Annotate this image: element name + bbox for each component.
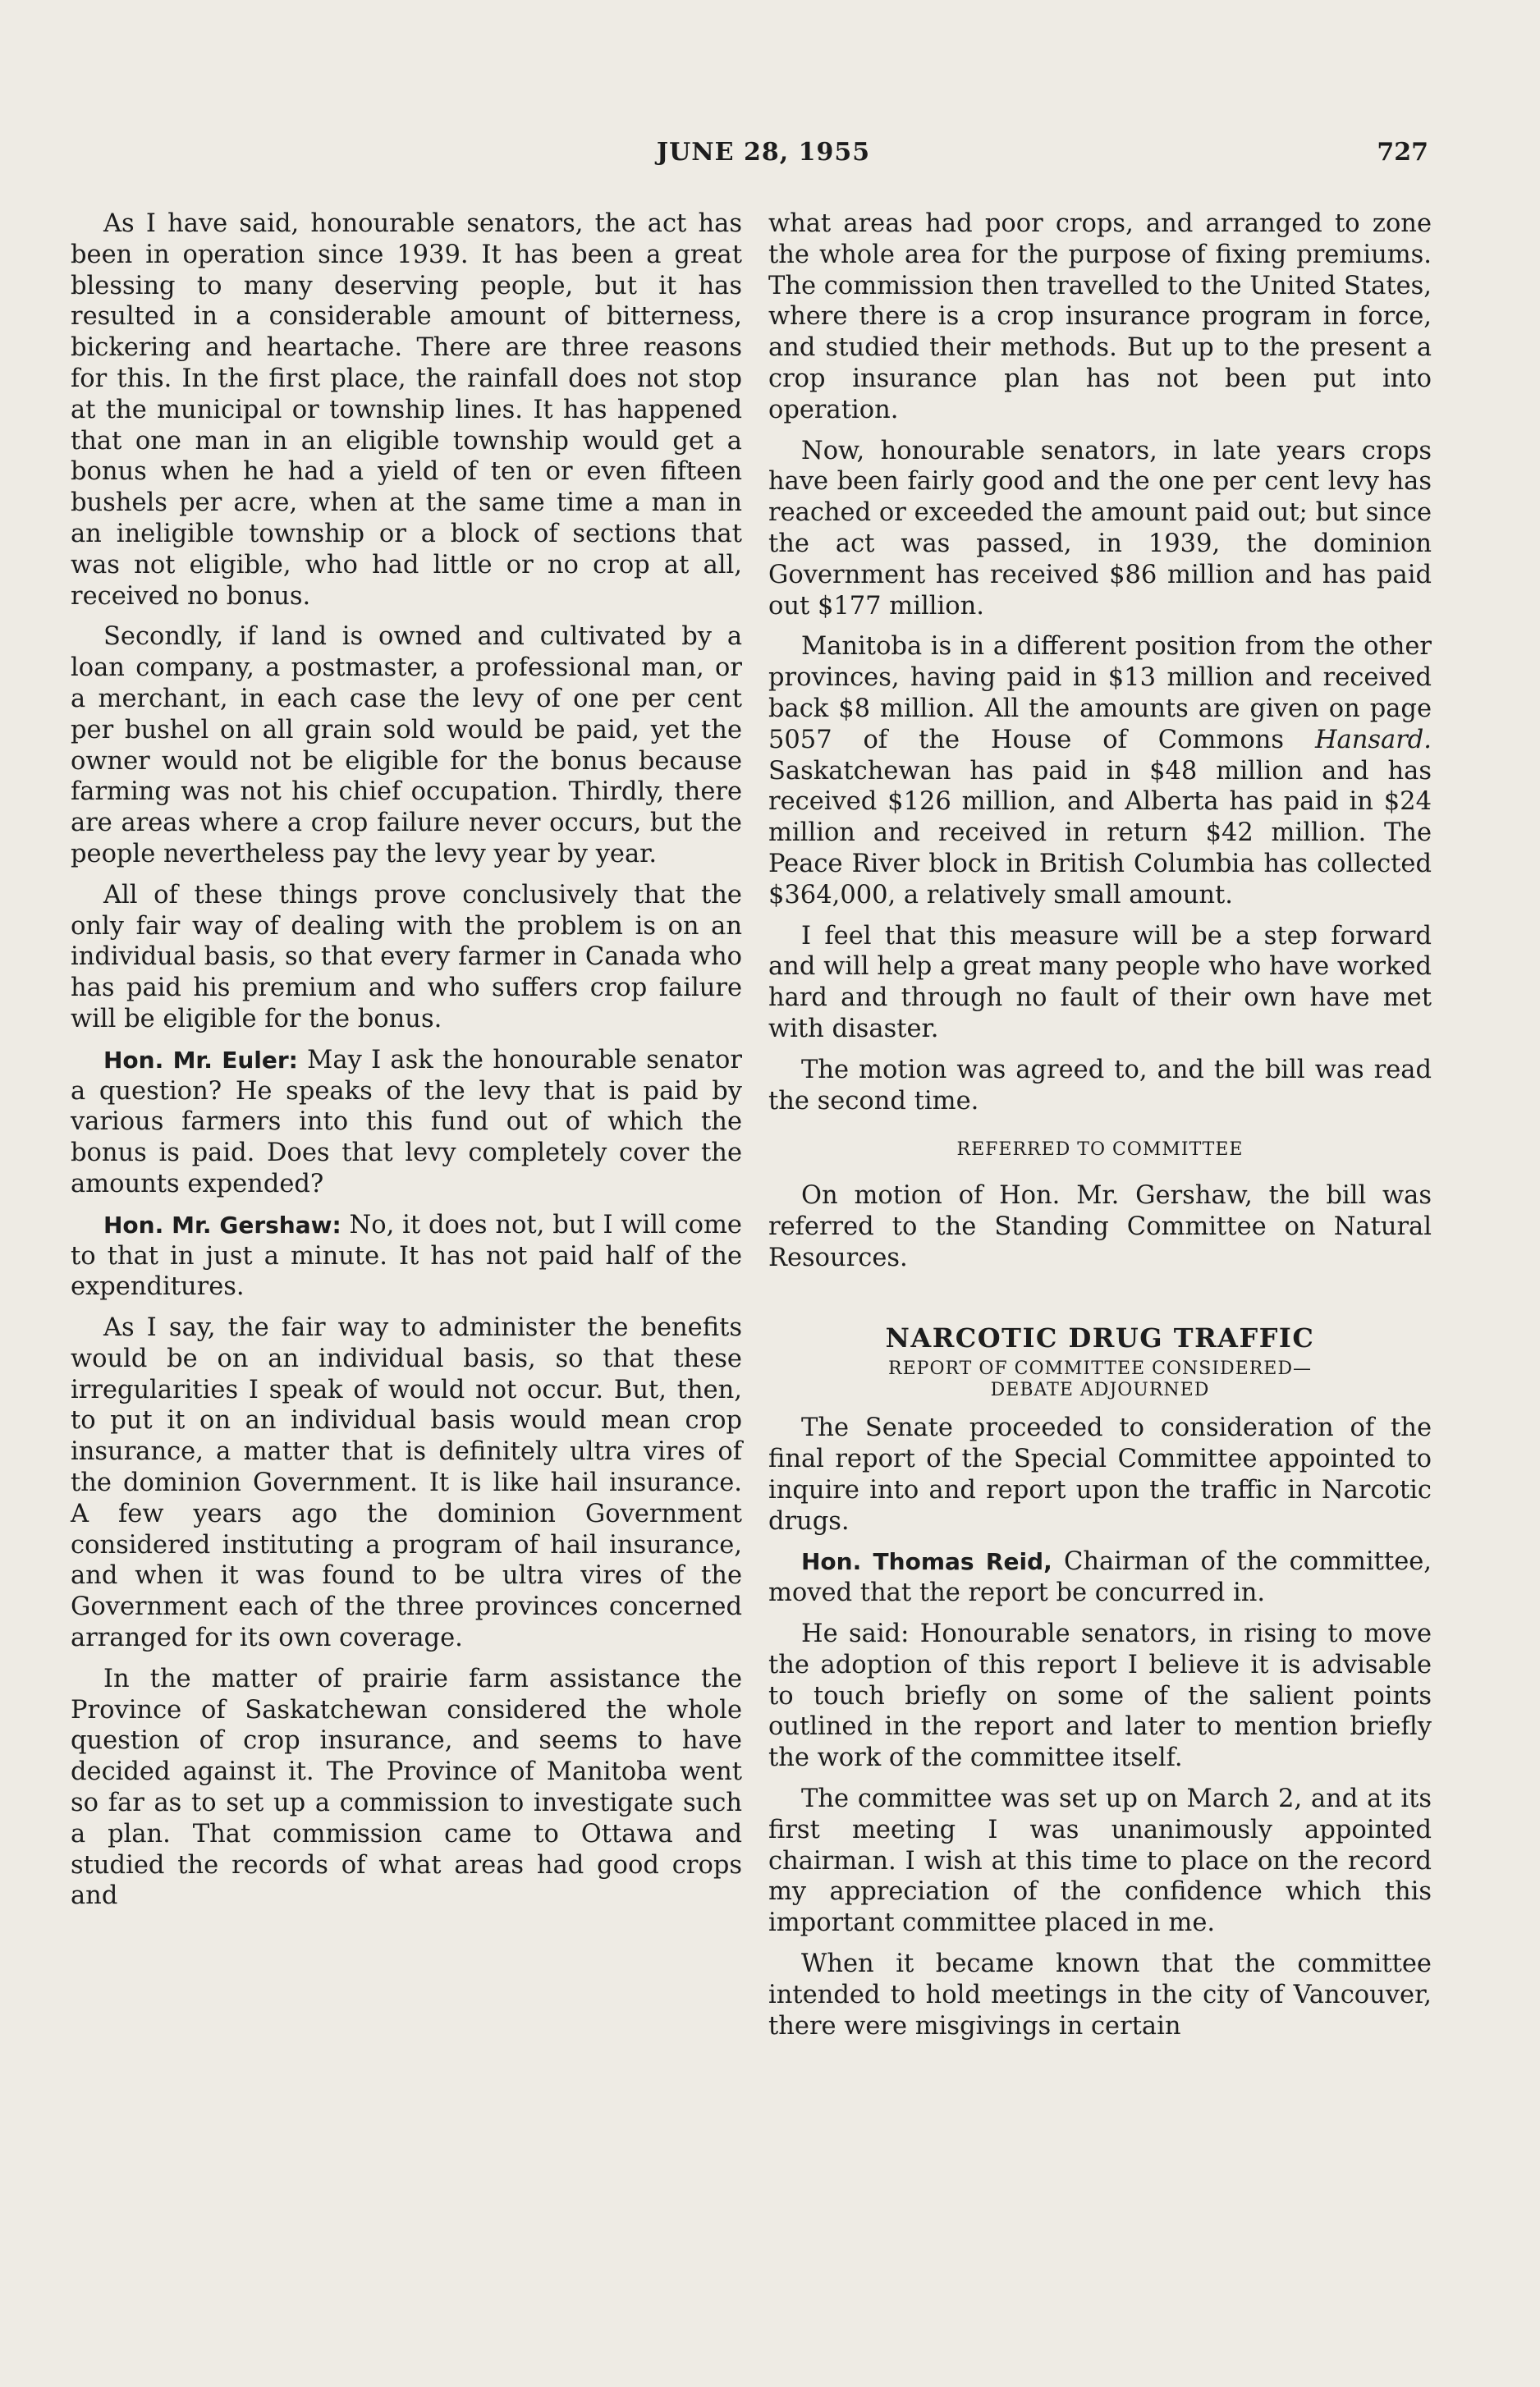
speaker-paragraph (71, 1045, 742, 1200)
paragraph: The committee was set up on March 2, and at its first meeting I was unanimously appointed chairman. I wish at this time to place on the record my appreciation of the confidence which this important committee placed in me. (768, 1785, 1432, 1938)
speech-text: Chairman of the committee, moved that the report be concurred in. (768, 1547, 1432, 1608)
section-heading: REFERRED TO COMMITTEE (956, 1139, 1244, 1161)
page-header (99, 138, 1428, 179)
paragraph: Secondly, if land is owned and cultivated by a loan company, a postmaster, a professional man, or a merchant, in each case the levy of one per cent per bushel on all grain sold would be paid, yet the owner would not be eligible for the bonus because farming was not his chief occupation. Thirdly, there are areas where a crop failure never occurs, but the people nevertheless pay the levy year by year. (71, 622, 742, 868)
sub-heading-line: DEBATE ADJOURNED (990, 1380, 1210, 1401)
main-heading: NARCOTIC DRUG TRAFFIC (885, 1322, 1315, 1354)
sub-heading (768, 1358, 1432, 1401)
paragraph: As I say, the fair way to administer the benefits would be on an individual basis, so that these irregularities I speak of would not occur. But, then, to put it on an individual basis would mean crop insurance, a matter that is definitely ultra vires of the dominion Government. It is like hail insurance. A few years ago the dominion Government considered instituting a program of hail insurance, and when it was found to be ultra vires of the Government each of the three provinces concerned arranged for its own coverage. (71, 1313, 742, 1653)
paragraph: In the matter of prairie farm assistance the Province of Saskatchewan considered the whole question of crop insurance, and seems to have decided against it. The Province of Manitoba went so far as to set up a commission to investigate such a plan. That commission came to Ottawa and studied the records of what areas had good crops and (71, 1664, 742, 1911)
text-run: Manitoba is in a different position from the other provinces, having paid in $13 million and received back $8 million. All the amounts are given on page 5057 of the House of Commons (768, 632, 1432, 754)
paragraph: As I have said, honourable senators, the act has been in operation since 1939. It has been a great blessing to many deserving people, but it has resulted in a considerable amount of bitterness, bickering and heartache. There are three reasons for this. In the first place, the rainfall does not stop at the municipal or township lines. It has happened that one man in an eligible township would get a bonus when he had a yield of ten or even fifteen bushels per acre, when at the same time a man in an ineligible township or a block of sections that was not eligible, who had little or no crop at all, received no bonus. (71, 209, 742, 611)
paragraph: Now, honourable senators, in late years crops have been fairly good and the one per cent levy has reached or exceeded the amount paid out; but since the act was passed, in 1939, the dominion Government has received $86 million and has paid out $177 million. (768, 436, 1432, 621)
running-head: JUNE 28, 1955 (656, 138, 871, 167)
left-column (71, 208, 742, 1922)
paragraph: When it became known that the committee intended to hold meetings in the city of Vancouver, there were misgivings in certain (768, 1949, 1432, 2041)
paragraph: The motion was agreed to, and the bill was read the second time. (768, 1055, 1432, 1116)
speaker-name: Hon. Mr. Euler: (103, 1046, 298, 1074)
page-number: 727 (1377, 138, 1428, 167)
text-run: Saskatchewan has paid in $48 million and has received $126 million, and Alberta has paid in $24 million and received in return $42 million. The Peace River block in British Columbia has collected $364,000, a relatively small amount. (768, 756, 1432, 909)
speaker-paragraph (71, 1210, 742, 1303)
sub-heading-line: REPORT OF COMMITTEE CONSIDERED— (888, 1358, 1312, 1380)
speaker-paragraph (768, 1546, 1432, 1609)
paragraph: I feel that this measure will be a step forward and will help a great many people who have worked hard and through no fault of their own have met with disaster. (768, 921, 1432, 1043)
italic-text: Hansard. (1314, 725, 1432, 754)
paragraph (768, 631, 1432, 910)
paragraph: All of these things prove conclusively that the only fair way of dealing with the problem is on an individual basis, so that every farmer in Canada who has paid his premium and who suffers crop failure will be eligible for the bonus. (71, 880, 742, 1033)
speaker-name: Hon. Mr. Gershaw: (103, 1211, 341, 1239)
paragraph: On motion of Hon. Mr. Gershaw, the bill was referred to the Standing Committee on Natural Resources. (768, 1181, 1432, 1272)
right-column (768, 208, 1432, 2051)
paragraph: The Senate proceeded to consideration of the final report of the Special Committee appointed to inquire into and report upon the traffic in Narcotic drugs. (768, 1413, 1432, 1536)
paragraph: He said: Honourable senators, in rising to move the adoption of this report I believe it is advisable to touch briefly on some of the salient points outlined in the report and later to mention briefly the work of the committee itself. (768, 1620, 1432, 1773)
speaker-name: Hon. Thomas Reid, (801, 1548, 1052, 1576)
speech-text: No, it does not, but I will come to that in just a minute. It has not paid half of the expenditures. (71, 1210, 742, 1302)
speech-text: May I ask the honourable senator a question? He speaks of the levy that is paid by various farmers into this fund out of which the bonus is paid. Does that levy completely cover the amounts expended? (71, 1045, 742, 1198)
paragraph: what areas had poor crops, and arranged to zone the whole area for the purpose of fixing premiums. The commission then travelled to the United States, where there is a crop insurance program in force, and studied their methods. But up to the present a crop insurance plan has not been put into operation. (768, 209, 1432, 424)
